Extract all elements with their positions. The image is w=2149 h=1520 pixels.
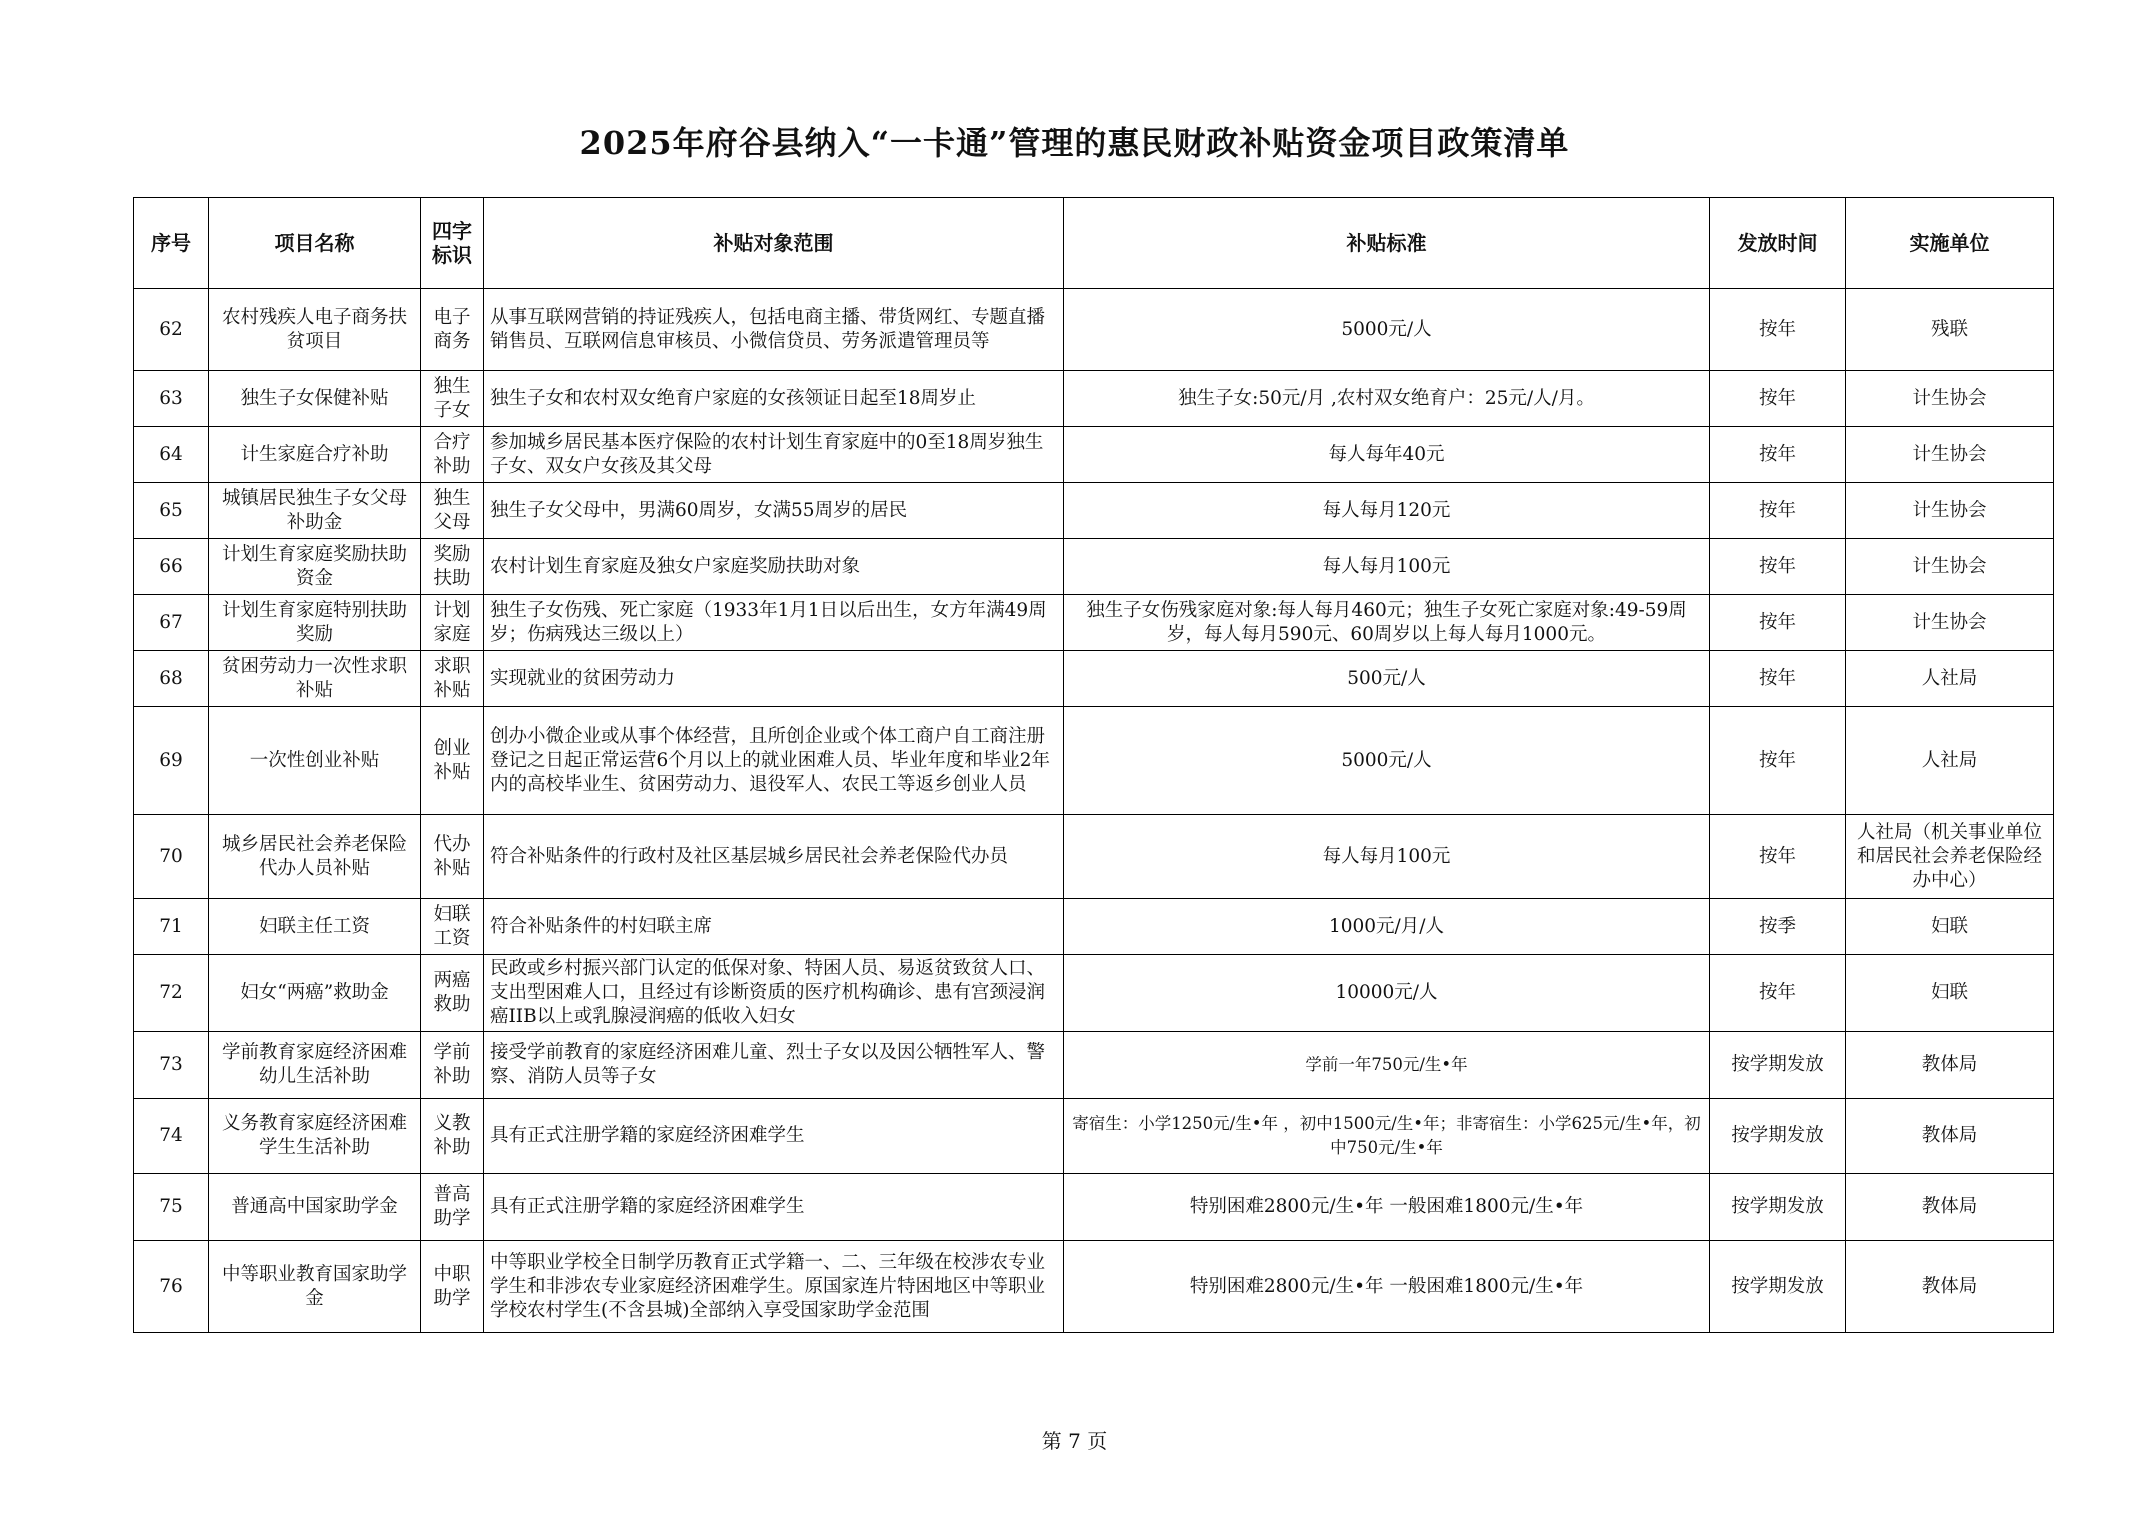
cell-time: 按季	[1710, 899, 1846, 955]
cell-time: 按年	[1710, 539, 1846, 595]
cell-tag: 代办补贴	[421, 815, 484, 899]
cell-name: 计生家庭合疗补助	[209, 427, 421, 483]
table-row	[134, 1241, 2054, 1333]
cell-scope: 从事互联网营销的持证残疾人，包括电商主播、带货网红、专题直播销售员、互联网信息审核员、小微信贷员、劳务派遣管理员等	[484, 289, 1064, 371]
cell-time: 按学期发放	[1710, 1241, 1846, 1333]
cell-tag: 电子商务	[421, 289, 484, 371]
cell-name: 计划生育家庭奖励扶助资金	[209, 539, 421, 595]
cell-no: 72	[134, 955, 209, 1032]
cell-no: 70	[134, 815, 209, 899]
cell-standard: 每人每月120元	[1064, 483, 1710, 539]
cell-name: 义务教育家庭经济困难学生生活补助	[209, 1099, 421, 1174]
cell-tag: 学前补助	[421, 1032, 484, 1099]
table-row	[134, 289, 2054, 371]
cell-time: 按年	[1710, 289, 1846, 371]
cell-scope: 实现就业的贫困劳动力	[484, 651, 1064, 707]
col-header-unit: 实施单位	[1846, 198, 2054, 289]
cell-unit: 计生协会	[1846, 427, 2054, 483]
cell-scope: 符合补贴条件的村妇联主席	[484, 899, 1064, 955]
cell-time: 按年	[1710, 815, 1846, 899]
cell-tag: 独生父母	[421, 483, 484, 539]
cell-no: 63	[134, 371, 209, 427]
cell-tag: 奖励扶助	[421, 539, 484, 595]
cell-no: 75	[134, 1174, 209, 1241]
cell-scope: 符合补贴条件的行政村及社区基层城乡居民社会养老保险代办员	[484, 815, 1064, 899]
cell-scope: 具有正式注册学籍的家庭经济困难学生	[484, 1099, 1064, 1174]
cell-time: 按年	[1710, 427, 1846, 483]
cell-unit: 教体局	[1846, 1099, 2054, 1174]
cell-standard: 寄宿生：小学1250元/生•年 ，初中1500元/生•年；非寄宿生：小学625元/生•年，初中750元/生•年	[1064, 1099, 1710, 1174]
cell-unit: 教体局	[1846, 1241, 2054, 1333]
policy-table	[133, 197, 2054, 1333]
cell-name: 城镇居民独生子女父母补助金	[209, 483, 421, 539]
col-header-name: 项目名称	[209, 198, 421, 289]
col-header-no: 序号	[134, 198, 209, 289]
cell-scope: 创办小微企业或从事个体经营，且所创企业或个体工商户自工商注册登记之日起正常运营6个月以上的就业困难人员、毕业年度和毕业2年内的高校毕业生、贫困劳动力、退役军人、农民工等返乡创业人员	[484, 707, 1064, 815]
cell-time: 按年	[1710, 483, 1846, 539]
table-row	[134, 539, 2054, 595]
cell-no: 65	[134, 483, 209, 539]
cell-tag: 求职补贴	[421, 651, 484, 707]
cell-scope: 农村计划生育家庭及独女户家庭奖励扶助对象	[484, 539, 1064, 595]
cell-scope: 参加城乡居民基本医疗保险的农村计划生育家庭中的0至18周岁独生子女、双女户女孩及其父母	[484, 427, 1064, 483]
cell-unit: 计生协会	[1846, 595, 2054, 651]
cell-standard: 5000元/人	[1064, 707, 1710, 815]
cell-time: 按年	[1710, 595, 1846, 651]
cell-unit: 计生协会	[1846, 539, 2054, 595]
cell-standard: 500元/人	[1064, 651, 1710, 707]
cell-time: 按年	[1710, 955, 1846, 1032]
cell-name: 计划生育家庭特别扶助奖励	[209, 595, 421, 651]
table-row	[134, 427, 2054, 483]
page-number: 第 7 页	[1041, 1429, 1108, 1453]
cell-time: 按学期发放	[1710, 1032, 1846, 1099]
cell-name: 贫困劳动力一次性求职补贴	[209, 651, 421, 707]
cell-tag: 妇联工资	[421, 899, 484, 955]
cell-scope: 独生子女父母中，男满60周岁，女满55周岁的居民	[484, 483, 1064, 539]
col-header-standard: 补贴标准	[1064, 198, 1710, 289]
cell-name: 中等职业教育国家助学金	[209, 1241, 421, 1333]
cell-unit: 计生协会	[1846, 483, 2054, 539]
table-row	[134, 1174, 2054, 1241]
cell-name: 学前教育家庭经济困难幼儿生活补助	[209, 1032, 421, 1099]
cell-time: 按年	[1710, 651, 1846, 707]
cell-scope: 具有正式注册学籍的家庭经济困难学生	[484, 1174, 1064, 1241]
cell-no: 73	[134, 1032, 209, 1099]
cell-standard: 10000元/人	[1064, 955, 1710, 1032]
table-row	[134, 483, 2054, 539]
cell-no: 69	[134, 707, 209, 815]
table-row	[134, 1099, 2054, 1174]
page-title: 2025年府谷县纳入“一卡通”管理的惠民财政补贴资金项目政策清单	[579, 124, 1570, 162]
cell-scope: 民政或乡村振兴部门认定的低保对象、特困人员、易返贫致贫人口、支出型困难人口，且经过有诊断资质的医疗机构确诊、患有宫颈浸润癌IIB以上或乳腺浸润癌的低收入妇女	[484, 955, 1064, 1032]
cell-standard: 每人每月100元	[1064, 539, 1710, 595]
cell-time: 按学期发放	[1710, 1174, 1846, 1241]
cell-standard: 特别困难2800元/生•年 一般困难1800元/生•年	[1064, 1174, 1710, 1241]
cell-name: 一次性创业补贴	[209, 707, 421, 815]
cell-scope: 独生子女和农村双女绝育户家庭的女孩领证日起至18周岁止	[484, 371, 1064, 427]
cell-standard: 每人每月100元	[1064, 815, 1710, 899]
cell-standard: 学前一年750元/生•年	[1064, 1032, 1710, 1099]
cell-time: 按年	[1710, 371, 1846, 427]
table-row	[134, 371, 2054, 427]
cell-scope: 独生子女伤残、死亡家庭（1933年1月1日以后出生，女方年满49周岁；伤病残达三级以上）	[484, 595, 1064, 651]
cell-tag: 两癌救助	[421, 955, 484, 1032]
cell-standard: 1000元/月/人	[1064, 899, 1710, 955]
cell-unit: 教体局	[1846, 1174, 2054, 1241]
cell-standard: 每人每年40元	[1064, 427, 1710, 483]
cell-tag: 中职助学	[421, 1241, 484, 1333]
cell-unit: 人社局	[1846, 651, 2054, 707]
cell-standard: 特别困难2800元/生•年 一般困难1800元/生•年	[1064, 1241, 1710, 1333]
table-row	[134, 595, 2054, 651]
cell-tag: 普高助学	[421, 1174, 484, 1241]
cell-no: 67	[134, 595, 209, 651]
cell-unit: 妇联	[1846, 955, 2054, 1032]
cell-tag: 合疗补助	[421, 427, 484, 483]
cell-name: 独生子女保健补贴	[209, 371, 421, 427]
cell-time: 按学期发放	[1710, 1099, 1846, 1174]
table-row	[134, 707, 2054, 815]
table-header-row	[134, 198, 2054, 289]
cell-unit: 人社局	[1846, 707, 2054, 815]
cell-scope: 中等职业学校全日制学历教育正式学籍一、二、三年级在校涉农专业学生和非涉农专业家庭经济困难学生。原国家连片特困地区中等职业学校农村学生(不含县城)全部纳入享受国家助学金范围	[484, 1241, 1064, 1333]
cell-time: 按年	[1710, 707, 1846, 815]
cell-standard: 5000元/人	[1064, 289, 1710, 371]
cell-standard: 独生子女伤残家庭对象:每人每月460元；独生子女死亡家庭对象:49-59周岁，每人每月590元、60周岁以上每人每月1000元。	[1064, 595, 1710, 651]
cell-name: 城乡居民社会养老保险代办人员补贴	[209, 815, 421, 899]
cell-name: 农村残疾人电子商务扶贫项目	[209, 289, 421, 371]
cell-name: 普通高中国家助学金	[209, 1174, 421, 1241]
table-row	[134, 651, 2054, 707]
col-header-time: 发放时间	[1710, 198, 1846, 289]
table-row	[134, 899, 2054, 955]
cell-tag: 独生子女	[421, 371, 484, 427]
cell-no: 62	[134, 289, 209, 371]
cell-tag: 创业补贴	[421, 707, 484, 815]
cell-no: 68	[134, 651, 209, 707]
cell-name: 妇女“两癌”救助金	[209, 955, 421, 1032]
cell-scope: 接受学前教育的家庭经济困难儿童、烈士子女以及因公牺牲军人、警察、消防人员等子女	[484, 1032, 1064, 1099]
cell-no: 71	[134, 899, 209, 955]
cell-unit: 残联	[1846, 289, 2054, 371]
cell-no: 64	[134, 427, 209, 483]
cell-standard: 独生子女:50元/月 ,农村双女绝育户：25元/人/月。	[1064, 371, 1710, 427]
cell-tag: 计划家庭	[421, 595, 484, 651]
cell-name: 妇联主任工资	[209, 899, 421, 955]
cell-no: 66	[134, 539, 209, 595]
col-header-scope: 补贴对象范围	[484, 198, 1064, 289]
cell-no: 76	[134, 1241, 209, 1333]
cell-no: 74	[134, 1099, 209, 1174]
table-row	[134, 815, 2054, 899]
cell-unit: 教体局	[1846, 1032, 2054, 1099]
col-header-tag: 四字标识	[421, 198, 484, 289]
cell-unit: 妇联	[1846, 899, 2054, 955]
table-row	[134, 955, 2054, 1032]
table-row	[134, 1032, 2054, 1099]
cell-unit: 人社局（机关事业单位和居民社会养老保险经办中心）	[1846, 815, 2054, 899]
cell-tag: 义教补助	[421, 1099, 484, 1174]
cell-unit: 计生协会	[1846, 371, 2054, 427]
